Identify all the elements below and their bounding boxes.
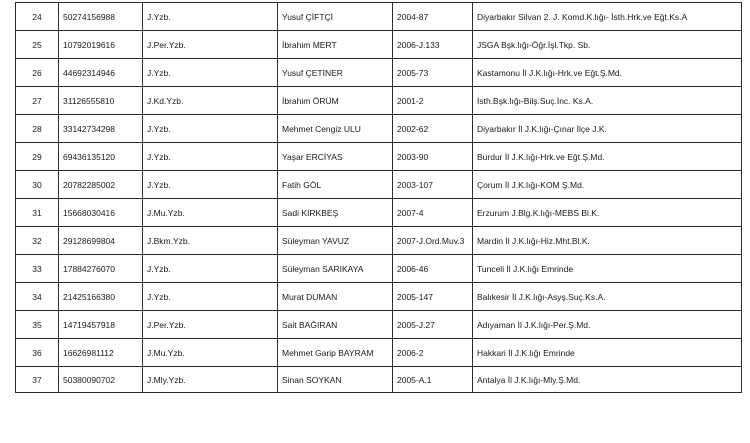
unit-cell: Diyarbakır İl J.K.lığı-Çınar İlçe J.K. — [473, 115, 742, 143]
name-cell: Yusuf ÇİFTÇİ — [278, 3, 393, 31]
row-number-cell: 37 — [16, 367, 59, 393]
registry-number-cell: 2007-4 — [393, 199, 473, 227]
table-row — [16, 115, 742, 143]
registry-number-cell: 2005-J.27 — [393, 311, 473, 339]
unit-cell: Tunceli İl J.K.lığı Emrinde — [473, 255, 742, 283]
name-cell: İbrahim ÖRÜM — [278, 87, 393, 115]
id-number-cell: 14719457918 — [59, 311, 143, 339]
registry-number-cell: 2004-87 — [393, 3, 473, 31]
name-cell: Mehmet Cengiz ULU — [278, 115, 393, 143]
table-row — [16, 199, 742, 227]
unit-cell: Adıyaman İl J.K.lığı-Per.Ş.Md. — [473, 311, 742, 339]
table-row — [16, 311, 742, 339]
rank-cell: J.Yzb. — [143, 255, 278, 283]
unit-cell: Erzurum J.Blg.K.lığı-MEBS Bl.K. — [473, 199, 742, 227]
unit-cell: JSGA Bşk.lığı-Öğr.İşl.Tkp. Sb. — [473, 31, 742, 59]
row-number-cell: 35 — [16, 311, 59, 339]
name-cell: Fatih GÖL — [278, 171, 393, 199]
registry-number-cell: 2005-73 — [393, 59, 473, 87]
unit-cell: Balıkesir İl J.K.lığı-Asyş.Suç.Ks.A. — [473, 283, 742, 311]
name-cell: Mehmet Garip BAYRAM — [278, 339, 393, 367]
row-number-cell: 26 — [16, 59, 59, 87]
row-number-cell: 24 — [16, 3, 59, 31]
id-number-cell: 50274156988 — [59, 3, 143, 31]
registry-number-cell: 2006-J.133 — [393, 31, 473, 59]
row-number-cell: 34 — [16, 283, 59, 311]
rank-cell: J.Yzb. — [143, 115, 278, 143]
id-number-cell: 21425166380 — [59, 283, 143, 311]
rank-cell: J.Yzb. — [143, 3, 278, 31]
rank-cell: J.Per.Yzb. — [143, 31, 278, 59]
rank-cell: J.Mly.Yzb. — [143, 367, 278, 393]
registry-number-cell: 2001-2 — [393, 87, 473, 115]
name-cell: Sait BAĞIRAN — [278, 311, 393, 339]
rank-cell: J.Yzb. — [143, 283, 278, 311]
registry-number-cell: 2003-107 — [393, 171, 473, 199]
name-cell: Murat DUMAN — [278, 283, 393, 311]
table-row — [16, 3, 742, 31]
id-number-cell: 31126555810 — [59, 87, 143, 115]
table-row — [16, 143, 742, 171]
id-number-cell: 17884276070 — [59, 255, 143, 283]
row-number-cell: 25 — [16, 31, 59, 59]
id-number-cell: 33142734298 — [59, 115, 143, 143]
id-number-cell: 69436135120 — [59, 143, 143, 171]
name-cell: Sadi KIRKBEŞ — [278, 199, 393, 227]
rank-cell: J.Mu.Yzb. — [143, 199, 278, 227]
id-number-cell: 20782285002 — [59, 171, 143, 199]
row-number-cell: 28 — [16, 115, 59, 143]
row-number-cell: 32 — [16, 227, 59, 255]
id-number-cell: 15668030416 — [59, 199, 143, 227]
registry-number-cell: 2003-90 — [393, 143, 473, 171]
rank-cell: J.Yzb. — [143, 59, 278, 87]
id-number-cell: 50380090702 — [59, 367, 143, 393]
table-row — [16, 59, 742, 87]
unit-cell: Burdur İl J.K.lığı-Hrk.ve Eğt.Ş.Md. — [473, 143, 742, 171]
row-number-cell: 29 — [16, 143, 59, 171]
rank-cell: J.Kd.Yzb. — [143, 87, 278, 115]
table-row — [16, 171, 742, 199]
row-number-cell: 36 — [16, 339, 59, 367]
id-number-cell: 29128699804 — [59, 227, 143, 255]
name-cell: Sinan SOYKAN — [278, 367, 393, 393]
table-row — [16, 283, 742, 311]
personnel-table — [15, 2, 742, 393]
row-number-cell: 27 — [16, 87, 59, 115]
registry-number-cell: 2006-46 — [393, 255, 473, 283]
unit-cell: Çorum İl J.K.lığı-KOM Ş.Md. — [473, 171, 742, 199]
table-row — [16, 227, 742, 255]
row-number-cell: 33 — [16, 255, 59, 283]
table-row — [16, 31, 742, 59]
unit-cell: Kastamonu İl J.K.lığı-Hrk.ve Eğt.Ş.Md. — [473, 59, 742, 87]
unit-cell: İsth.Bşk.lığı-Bilş.Suç.İnc. Ks.A. — [473, 87, 742, 115]
table-row — [16, 339, 742, 367]
rank-cell: J.Bkm.Yzb. — [143, 227, 278, 255]
name-cell: Süleyman YAVUZ — [278, 227, 393, 255]
name-cell: Süleyman SARIKAYA — [278, 255, 393, 283]
table-row — [16, 367, 742, 393]
unit-cell: Hakkari İl J.K.lığı Emrinde — [473, 339, 742, 367]
row-number-cell: 30 — [16, 171, 59, 199]
registry-number-cell: 2002-62 — [393, 115, 473, 143]
id-number-cell: 44692314946 — [59, 59, 143, 87]
table-row — [16, 87, 742, 115]
registry-number-cell: 2007-J.Ord.Muv.3 — [393, 227, 473, 255]
rank-cell: J.Yzb. — [143, 143, 278, 171]
id-number-cell: 10792019616 — [59, 31, 143, 59]
unit-cell: Antalya İl J.K.lığı-Mly.Ş.Md. — [473, 367, 742, 393]
registry-number-cell: 2006-2 — [393, 339, 473, 367]
unit-cell: Mardin İl J.K.lığı-Hiz.Mht.Bl.K. — [473, 227, 742, 255]
registry-number-cell: 2005-147 — [393, 283, 473, 311]
name-cell: İbrahim MERT — [278, 31, 393, 59]
row-number-cell: 31 — [16, 199, 59, 227]
unit-cell: Diyarbakır Silvan 2. J. Komd.K.lığı- İsth.Hrk.ve Eğt.Ks.A — [473, 3, 742, 31]
table-body — [16, 3, 742, 393]
registry-number-cell: 2005-A.1 — [393, 367, 473, 393]
table-row — [16, 255, 742, 283]
id-number-cell: 16626981112 — [59, 339, 143, 367]
rank-cell: J.Mu.Yzb. — [143, 339, 278, 367]
rank-cell: J.Yzb. — [143, 171, 278, 199]
rank-cell: J.Per.Yzb. — [143, 311, 278, 339]
name-cell: Yusuf ÇETİNER — [278, 59, 393, 87]
name-cell: Yaşar ERCİYAS — [278, 143, 393, 171]
